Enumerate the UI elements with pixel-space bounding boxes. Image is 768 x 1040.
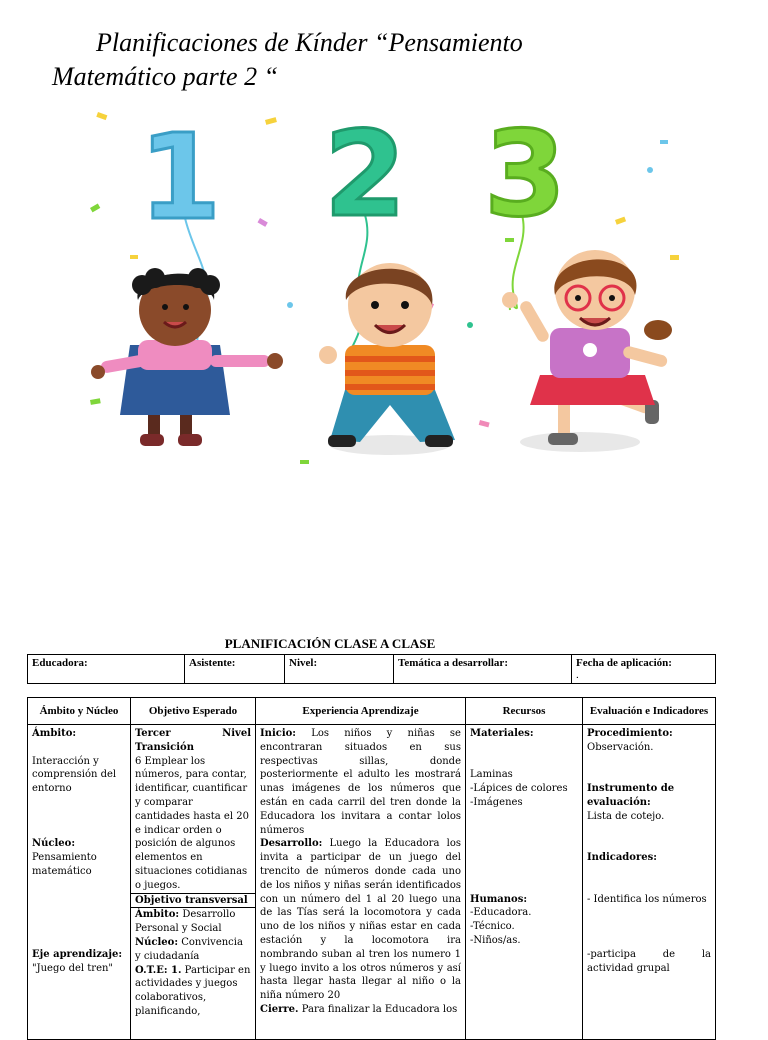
- ambito-value: Interacción y comprensión del entorno: [32, 755, 117, 795]
- t-ambito-value: Desarrollo Personal y Social: [135, 909, 236, 935]
- humanos-label: Humanos:: [470, 893, 528, 905]
- nivel-transicion: Transición: [135, 741, 194, 753]
- document-title: [52, 26, 692, 94]
- girl-left: [91, 268, 283, 446]
- humano-item: -Educadora.: [470, 907, 532, 919]
- title-line-1: Planificaciones de Kínder “Pensamiento: [96, 28, 523, 57]
- procedimiento-value: Observación.: [587, 741, 654, 753]
- ote-label: O.T.E: 1.: [135, 964, 182, 976]
- header-ambito: Ámbito y Núcleo: [28, 698, 131, 725]
- balloon-number-2: 2: [323, 105, 407, 243]
- fecha-label: Fecha de aplicación:: [576, 657, 672, 669]
- humano-item: -Niños/as.: [470, 934, 521, 946]
- material-item: -Lápices de colores: [470, 783, 568, 795]
- header-evaluacion: Evaluación e Indicadores: [583, 698, 716, 725]
- plan-table-row: [28, 725, 716, 1040]
- boy-center: [319, 263, 455, 455]
- header-experiencia: Experiencia Aprendizaje: [256, 698, 466, 725]
- cierre-label: Cierre.: [260, 1003, 299, 1015]
- indicador-item: - Identifica los números: [587, 893, 707, 905]
- procedimiento-label: Procedimiento:: [587, 728, 673, 739]
- nivel-field: Nivel:: [285, 655, 394, 684]
- desarrollo-label: Desarrollo:: [260, 838, 323, 850]
- ote-value: Participar en actividades y juegos colaborativos, planificando,: [135, 964, 251, 1017]
- instrumento-label: Instrumento de evaluación:: [587, 783, 675, 808]
- instrumento-value: Lista de cotejo.: [587, 810, 665, 822]
- ambito-cell: [28, 725, 131, 1040]
- objetivo-cell: [131, 725, 256, 1040]
- indicador-item: -participa de la actividad grupal: [587, 948, 711, 974]
- balloon-number-3: 3: [483, 105, 567, 243]
- t-nucleo-value: Convivencia y ciudadanía: [135, 936, 243, 962]
- objetivo-transversal-label: Objetivo transversal: [131, 893, 255, 909]
- eje-value: "Juego del tren": [32, 962, 114, 974]
- title-line-2: Matemático parte 2 “: [52, 62, 279, 91]
- nivel-line: Tercer Nivel: [135, 728, 251, 739]
- recursos-cell: [466, 725, 583, 1040]
- objetivo-text: 6 Emplear los números, para contar, identificar, cuantificar y comparar cantidades hasta el 20 e indicar orden o posición de algunos elementos en situaciones cotidianas o juegos.: [135, 755, 249, 891]
- inicio-label: Inicio:: [260, 728, 296, 739]
- plan-table: [27, 697, 716, 1040]
- t-nucleo-label: Núcleo:: [135, 936, 179, 948]
- tematica-field: Temática a desarrollar:: [394, 655, 572, 684]
- indicadores-label: Indicadores:: [587, 852, 657, 864]
- cierre-text: Para finalizar la Educadora los: [301, 1003, 458, 1015]
- header-recursos: Recursos: [466, 698, 583, 725]
- plan-table-header: [28, 698, 716, 725]
- t-ambito-label: Ámbito:: [135, 909, 180, 921]
- asistente-field: Asistente:: [185, 655, 285, 684]
- humano-item: -Técnico.: [470, 921, 515, 933]
- nucleo-value: Pensamiento matemático: [32, 852, 97, 877]
- fecha-field: [572, 655, 716, 684]
- kids-with-number-balloons-illustration: [60, 100, 710, 470]
- material-item: -Imágenes: [470, 796, 523, 808]
- info-table: [27, 654, 716, 684]
- girl-right: [502, 250, 672, 452]
- material-item: Laminas: [470, 769, 513, 781]
- experiencia-cell: [256, 725, 466, 1040]
- ambito-label: Ámbito:: [32, 728, 77, 739]
- planning-heading: PLANIFICACIÓN CLASE A CLASE: [224, 636, 436, 651]
- nucleo-label: Núcleo:: [32, 838, 76, 850]
- materiales-label: Materiales:: [470, 728, 534, 739]
- balloon-number-1: 1: [138, 108, 222, 246]
- desarrollo-text: Luego la Educadora los invita a participar de un juego del trencito de números donde cada uno de los niños y niñas serán identificados con un número del 1 al 20 luego una de las Tías será la locomotora y cada uno de los niños y niñas estar en cada estación y la locomotora ira nombrando suban al tren los numero 1 y luego invito a los otros números y así hasta llegar hasta llegar al niño o la niña número 20: [260, 838, 461, 1002]
- header-objetivo: Objetivo Esperado: [131, 698, 256, 725]
- evaluacion-cell: [583, 725, 716, 1040]
- inicio-text: Los niños y niñas se encontraran situados en sus respectivas sillas, donde posteriormente el adulto les mostrará unas imágenes de los números que están en cada carril del tren donde la Educadora los invitara a contar lolos números: [260, 728, 461, 836]
- educadora-field: Educadora:: [28, 655, 185, 684]
- eje-label: Eje aprendizaje:: [32, 948, 123, 960]
- fecha-value: .: [576, 669, 579, 681]
